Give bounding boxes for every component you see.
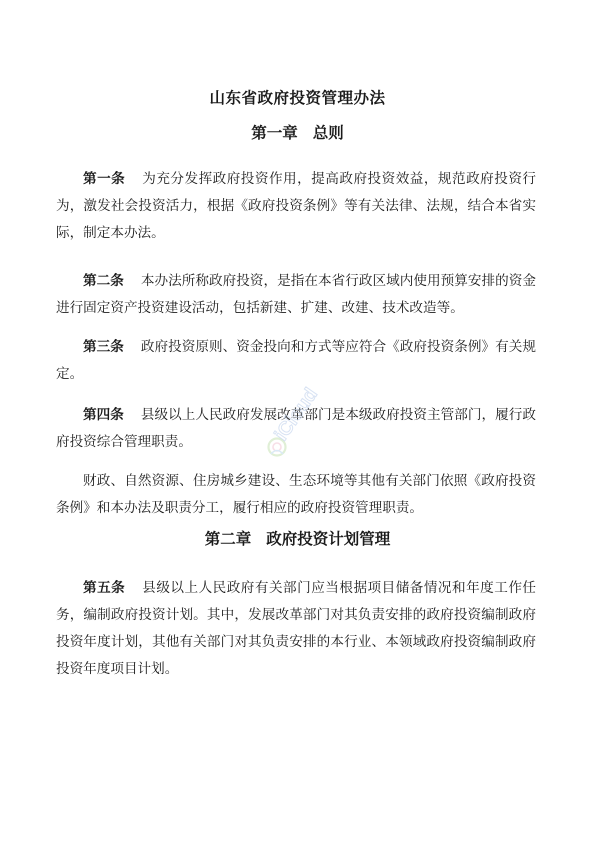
chapter-heading-1 [0,121,595,143]
document-title: 山东省政府投资管理办法 [209,89,386,107]
article-label: 第三条 [83,338,124,355]
article-text: 县级以上人民政府有关部门应当根据项目储备情况和年度工作任务，编制政府投资计划。其中，发展改革部门对其负责安排的政府投资编制政府投资年度计划，其他有关部门对其负责安排的本行业、本领域政府投资编制政府投资年度项目计划。 [56,579,537,677]
watermark-text: iCloud [270,384,322,445]
chapter-name: 政府投资计划管理 [266,530,391,548]
article-paragraph [56,402,536,456]
article-label: 第一条 [83,170,126,187]
article-text: 为充分发挥政府投资作用，提高政府投资效益，规范政府投资行为，激发社会投资活力，根据《政府投资条例》等有关法律、法规，结合本省实际，制定本办法。 [56,170,537,241]
article-text: 财政、自然资源、住房城乡建设、生态环境等其他有关部门依照《政府投资条例》和本办法及职责分工，履行相应的政府投资管理职责。 [56,472,536,516]
article-text: 本办法所称政府投资，是指在本省行政区域内使用预算安排的资金进行固定资产投资建设活动，包括新建、扩建、改建、技术改造等。 [56,272,537,316]
chapter-heading-2 [0,527,595,549]
chapter-number: 第二章 [204,530,252,548]
article-paragraph [56,166,536,247]
chapter-number: 第一章 [251,124,298,142]
article-paragraph [56,268,536,322]
article-label: 第二条 [83,272,124,289]
chapter-name: 总则 [312,124,344,142]
article-text: 政府投资原则、资金投向和方式等应符合《政府投资条例》有关规定。 [56,338,537,382]
article-paragraph [56,468,536,522]
article-paragraph [56,575,536,683]
article-paragraph [56,334,536,388]
article-label: 第四条 [83,406,124,423]
article-text: 县级以上人民政府发展改革部门是本级政府投资主管部门，履行政府投资综合管理职责。 [56,406,537,450]
article-label: 第五条 [83,579,126,596]
